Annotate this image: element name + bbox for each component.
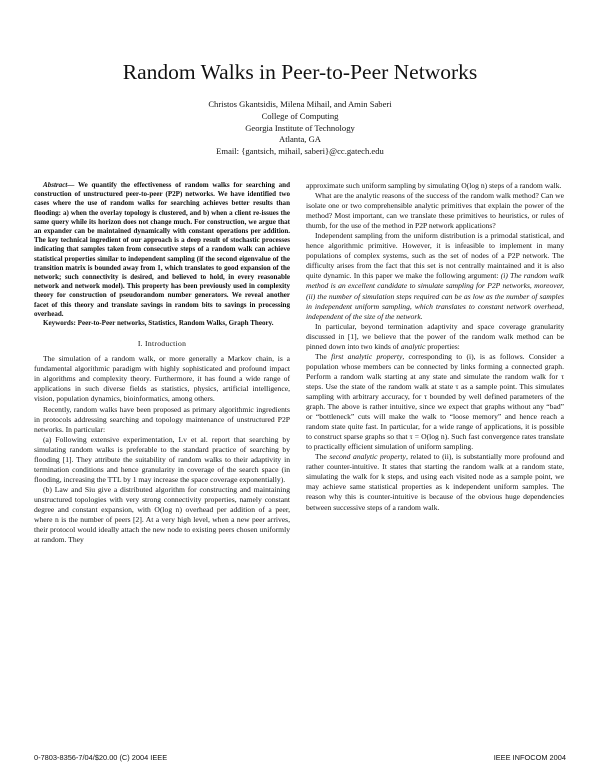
affiliation-college: College of Computing xyxy=(261,110,339,121)
right-paragraph-5-lead: The xyxy=(315,351,332,361)
right-paragraph-4-emphasis: analytic xyxy=(400,341,426,351)
right-paragraph-5-emphasis: first analytic property xyxy=(331,351,403,361)
left-column xyxy=(34,181,290,545)
keywords-label: Keywords: xyxy=(43,319,76,328)
abstract xyxy=(34,181,290,319)
right-paragraph-5 xyxy=(306,352,564,452)
right-paragraph-3-text: Independent sampling from the uniform distribution is a primodal statistical, and hence algorithmic primitive. However, it is infeasible to implement in many populations of complex systems, such as the set of nodes of a P2P network. The difficulty arises from the fact that this set is not centrally maintained and it is also quite dynamic. In this paper we make the following argument: xyxy=(306,231,564,281)
right-paragraph-1: approximate such uniform sampling by simulating O(log n) steps of a random walk. xyxy=(306,181,562,190)
author-names: Christos Gkantsidis, Milena Mihail, and Amin Saberi xyxy=(208,99,392,109)
footer-copyright: 0-7803-8356-7/04/$20.00 (C) 2004 IEEE xyxy=(34,753,168,762)
intro-paragraph-4: (b) Law and Siu give a distributed algorithm for constructing and maintaining unstructured topologies with very strong connectivity properties, namely constant degree and constant expansion, with O(log n) overhead per addition of a peer, where n is the number of peers [2]. At a very high level, when a new peer arrives, their protocol would ideally attach the new node to existing peers chosen uniformly at random. They xyxy=(34,484,290,545)
author-location: Atlanta, GA xyxy=(278,134,321,145)
right-paragraph-3 xyxy=(306,231,564,321)
footer-conference: IEEE INFOCOM 2004 xyxy=(493,753,566,762)
intro-paragraph-1: The simulation of a random walk, or more generally a Markov chain, is a fundamental algorithmic paradigm with highly sophisticated and profound impact in algorithms and complexity theory. Furthermore, it has found a wide range of applications in such diverse fields as statistics, physics, artificial intelligence, vision, population dynamics, bioinformatics, among others. xyxy=(34,354,290,404)
right-paragraph-2: What are the analytic reasons of the success of the random walk method? Can we isolate one or two comprehensible analytic primitives that explain the power of the method? Most important, can we translate these primitives to heuristics, or rules of thumb, for the use of the method in P2P network applications? xyxy=(306,191,564,231)
keywords-text: Peer-to-Peer networks, Statistics, Random Walks, Graph Theory. xyxy=(75,319,274,328)
right-paragraph-4 xyxy=(306,322,564,352)
right-column xyxy=(306,181,564,513)
intro-paragraph-3: (a) Following extensive experimentation, Lv et al. report that searching by simulating random walks is preferable to the standard practice of searching by flooding [1]. They attribute the suitability of random walks to their adaptivity in termination conditions and hence granularity in coverage of the search space (in flooding, increasing the TTL by 1 may increase the space coverage exponentially). xyxy=(34,434,290,484)
right-paragraph-4-text: In particular, beyond termination adaptivity and space coverage granularity discussed in [1], we believe that the power of the random walk method can be pinned down into two kinds of xyxy=(306,321,564,351)
right-paragraph-3-argument: (i) The random walk method is an excellent candidate to simulate sampling for P2P networks, moreover, (ii) the number of simulation steps required can be as low as the number of samples in independent uniform sampling, which translates to constant network overhead, independent of the size of the network. xyxy=(306,271,564,321)
right-paragraph-6-text: , related to (ii), is substantially more profound and rather counter-intuitive. It states that starting the random walk at a random state, simulating the walk for k steps, and using each visited node as a sample point, we may achieve same statistical properties as k independent uniform samples. The reason why this is counter-intuitive is because of the obvious huge dependencies between successive steps of a random walk. xyxy=(306,452,564,512)
author-block xyxy=(0,99,600,158)
right-paragraph-6 xyxy=(306,452,564,512)
keywords xyxy=(34,319,290,328)
right-paragraph-6-lead: The xyxy=(315,452,330,462)
abstract-text: — We quantify the effectiveness of random walks for searching and construction of unstructured peer-to-peer (P2P) networks. We have identified two cases where the use of random walks for searching achieves better results than flooding: a) when the overlay topology is clustered, and b) when a client re-issues the same query while its horizon does not change much. For construction, we argue that an expander can be maintained dynamically with constant operations per addition. The key technical ingredient of our approach is a deep result of stochastic processes indicating that samples taken from consecutive steps of a random walk can achieve statistical properties similar to independent sampling (if the second eigenvalue of the transition matrix is bounded away from 1, which translates to good expansion of the network; such connectivity is desired, and believed to hold, in every reasonable network and network model). This property has been previously used in complexity theory for construction of pseudorandom number generators. We reveal another facet of this theory and translate savings in random bits to savings in processing overhead. xyxy=(34,181,290,318)
affiliation-institute: Georgia Institute of Technology xyxy=(245,122,355,133)
paper-title: Random Walks in Peer-to-Peer Networks xyxy=(122,60,478,84)
right-paragraph-5-text: , corresponding to (i), is as follows. Consider a population whose members can be connected by links forming a connected graph. Perform a random walk starting at any state and simulate the random walk for τ steps. Use the state of the random walk at state τ as a sample point. This simulates sampling with arbitrary accuracy, for τ bounded by well defined parameters of the graph. The above is rather intuitive, since we expect that graphs without any “bad” or “bottleneck” cuts will make the walk to “loose memory” and hence reach a random state quite fast. In particular, for a wide range of applications, it is possible to construct sparse graphs so that τ = O(log n). Such fast convergence rates translate to practically efficient simulation of uniform sampling. xyxy=(306,351,564,452)
author-email: Email: {gantsich, mihail, saberi}@cc.gatech.edu xyxy=(216,146,384,157)
right-paragraph-6-emphasis: second analytic property xyxy=(329,452,406,462)
section-heading-introduction: I. Introduction xyxy=(137,339,187,349)
abstract-label: Abstract xyxy=(43,181,68,189)
right-paragraph-4-tail: properties: xyxy=(425,341,460,351)
intro-paragraph-2: Recently, random walks have been proposed as primary algorithmic ingredients in protocols addressing searching and topology maintenance of unstructured P2P networks. In particular: xyxy=(34,404,290,434)
